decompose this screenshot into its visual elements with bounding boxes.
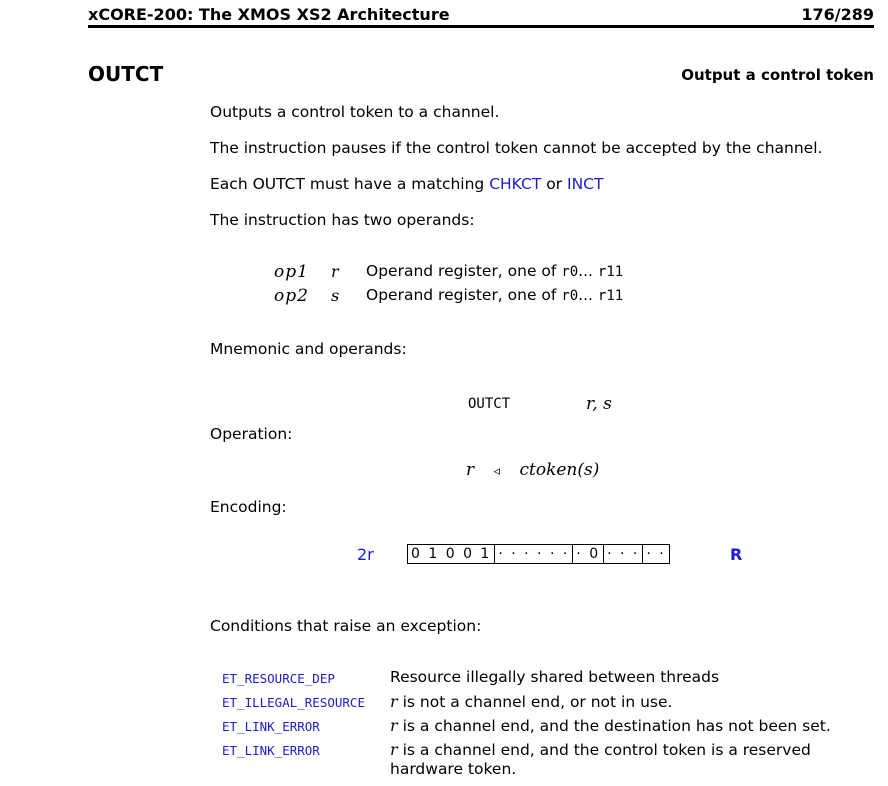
- operand-description: Operand register, one of r0... r11: [366, 262, 624, 280]
- exception-text: r is a channel end, and the control token is a reserved hardware token.: [390, 740, 811, 778]
- exception-text: r is not a channel end, or not in use.: [390, 692, 673, 711]
- operation-lhs: r: [466, 460, 475, 480]
- operation-rhs: ctoken(s): [519, 460, 600, 480]
- document-title: xCORE-200: The XMOS XS2 Architecture: [88, 5, 450, 24]
- matching-prefix: Each OUTCT must have a matching: [210, 175, 490, 193]
- instruction-name: OUTCT: [88, 62, 164, 86]
- encoding-bitfield: [407, 544, 670, 564]
- exception-code[interactable]: ET_LINK_ERROR: [222, 719, 320, 734]
- exception-code[interactable]: ET_ILLEGAL_RESOURCE: [222, 695, 365, 710]
- operand-name: op2: [274, 286, 309, 306]
- label-operation: Operation:: [210, 425, 293, 443]
- chkct-link[interactable]: CHKCT: [489, 175, 542, 193]
- mnemonic-operands: r, s: [586, 394, 612, 414]
- encoding-field: · ·: [646, 546, 666, 562]
- operand-row: [274, 286, 734, 310]
- encoding-format-link[interactable]: R: [730, 545, 743, 564]
- exception-code[interactable]: ET_RESOURCE_DEP: [222, 671, 335, 686]
- exception-text: r is a channel end, and the destination has not been set.: [390, 716, 831, 735]
- paragraph-matching: [210, 175, 603, 193]
- paragraph-description: Outputs a control token to a channel.: [210, 103, 500, 121]
- encoding-field: · 0: [573, 545, 604, 563]
- operand-description: Operand register, one of r0... r11: [366, 286, 624, 304]
- operand-row: [274, 262, 734, 286]
- output-operator-icon: ◃: [493, 464, 501, 479]
- mnemonic-opcode: OUTCT: [468, 396, 511, 412]
- exception-table: [222, 668, 872, 782]
- exception-row: [222, 740, 872, 782]
- label-exceptions: Conditions that raise an exception:: [210, 617, 482, 635]
- page-header: [88, 3, 874, 28]
- encoding-field: · · ·: [604, 545, 643, 563]
- operand-symbol: r: [331, 262, 339, 281]
- page-number: 176/289: [801, 5, 874, 24]
- exception-text: Resource illegally shared between threads: [390, 668, 720, 686]
- operand-name: op1: [274, 262, 309, 282]
- instruction-summary: Output a control token: [681, 66, 874, 84]
- operand-table: [274, 262, 734, 310]
- encoding-field: · · · · · ·: [495, 545, 573, 563]
- label-mnemonic: Mnemonic and operands:: [210, 340, 407, 358]
- encoding-kind: 2r: [357, 545, 374, 564]
- matching-or: or: [541, 175, 568, 193]
- operand-symbol: s: [331, 286, 340, 305]
- exception-row: [222, 668, 872, 692]
- encoding-field: 0 1 0 0 1: [408, 545, 495, 563]
- label-encoding: Encoding:: [210, 498, 287, 516]
- exception-row: [222, 716, 872, 740]
- paragraph-pause: The instruction pauses if the control token cannot be accepted by the channel.: [210, 139, 823, 157]
- exception-code[interactable]: ET_LINK_ERROR: [222, 743, 320, 758]
- paragraph-operands: The instruction has two operands:: [210, 211, 475, 229]
- exception-row: [222, 692, 872, 716]
- operation-expression: [466, 460, 599, 480]
- inct-link[interactable]: INCT: [567, 175, 604, 193]
